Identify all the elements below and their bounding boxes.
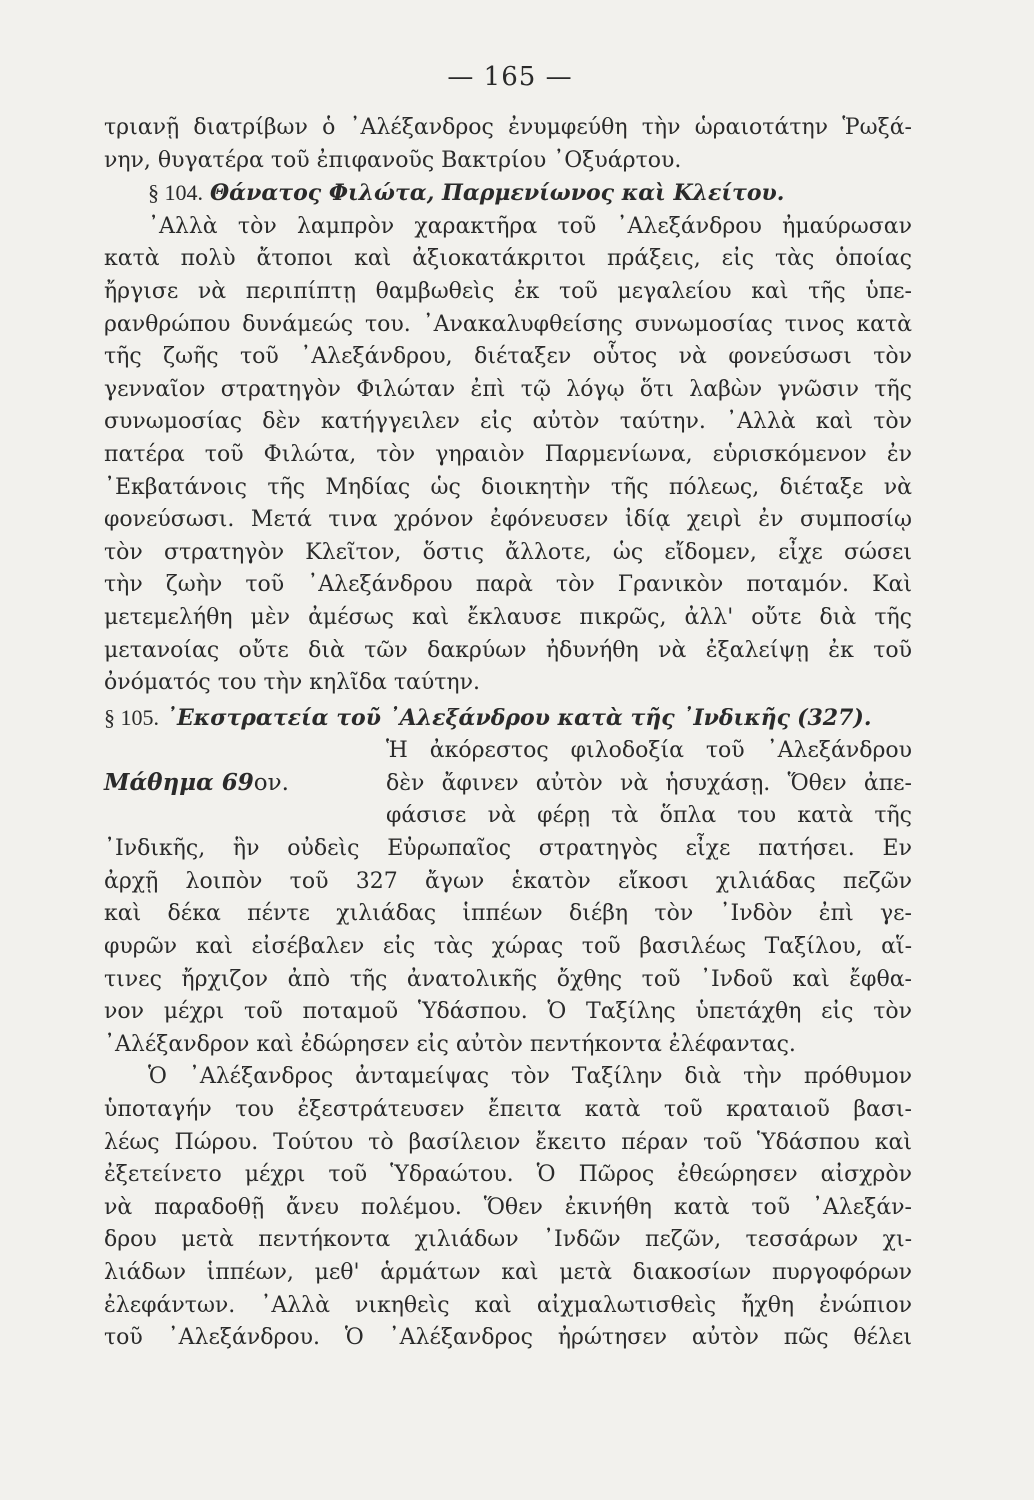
text-line: ᾿Αλέξανδρον καὶ ἐδώρησεν εἰς αὐτὸν πεντήκοντα ἐλέφαντας.: [104, 1031, 796, 1057]
text-line: ᾿Ινδικῆς, ἣν οὐδεὶς Εὐρωπαῖος στρατηγὸς εἶχε πατήσει. Εν: [104, 836, 912, 862]
text-line: μετεμελήθη μὲν ἀμέσως καὶ ἔκλαυσε πικρῶς, ἀλλ' οὔτε διὰ τῆς: [104, 604, 912, 630]
text-line: Ἡ ἀκόρεστος φιλοδοξία τοῦ ᾿Αλεξάνδρου: [386, 738, 912, 764]
text-line: ἐξετείνετο μέχρι τοῦ Ὑδραώτου. Ὁ Πῶρος ἐθεώρησεν αἰσχρὸν: [104, 1162, 912, 1188]
text-line: ἤργισε νὰ περιπίπτῃ θαμβωθεὶς ἐκ τοῦ μεγαλείου καὶ τῆς ὑπε-: [104, 278, 912, 304]
lesson-suffix: ον.: [253, 770, 289, 797]
section-date: (327).: [797, 704, 872, 731]
text-line: τριανῇ διατρίβων ὁ ᾿Αλέξανδρος ἐνυμφεύθη τὴν ὡραιοτάτην Ῥωξά-: [104, 115, 912, 140]
text-line: δὲν ἄφινεν αὐτὸν νὰ ἡσυχάσῃ. Ὅθεν ἀπε-: [386, 770, 912, 796]
lesson-side-text: [386, 735, 912, 833]
lesson-number: Μάθημα 69: [104, 769, 254, 797]
text-line: λέως Πώρου. Τούτου τὸ βασίλειον ἔκειτο πέραν τοῦ Ὑδάσπου καὶ: [104, 1129, 912, 1155]
text-line: συνωμοσίας δὲν κατήγγειλεν εἰς αὐτὸν ταύτην. ᾿Αλλὰ καὶ τὸν: [104, 409, 912, 435]
text-line: τῆς ζωῆς τοῦ ᾿Αλεξάνδρου, διέταξεν οὗτος νὰ φονεύσωσι τὸν: [104, 344, 912, 370]
text-line: πατέρα τοῦ Φιλώτα, τὸν γηραιὸν Παρμενίωνα, εὑρισκόμενον ἐν: [104, 441, 912, 467]
text-line: καὶ δέκα πέντε χιλιάδας ἱππέων διέβη τὸν ᾿Ινδὸν ἐπὶ γε-: [104, 901, 912, 927]
text-line: ὀνόματός του τὴν κηλῖδα ταύτην.: [104, 670, 480, 696]
text-line: φάσισε νὰ φέρῃ τὰ ὅπλα του κατὰ τῆς: [386, 803, 912, 829]
text-line: Ὁ ᾿Αλέξανδρος ἀνταμείψας τὸν Ταξίλην διὰ τὴν πρόθυμον: [148, 1064, 912, 1090]
text-line: νην, θυγατέρα τοῦ ἐπιφανοῦς Βακτρίου ᾿Οξυάρτου.: [104, 147, 682, 173]
section-title: Θάνατος Φιλώτα, Παρμενίωνος καὶ Κλείτου.: [210, 180, 785, 207]
text-line: δρου μετὰ πεντήκοντα χιλιάδων ᾿Ινδῶν πεζῶν, τεσσάρων χι-: [104, 1227, 912, 1253]
section-number: § 105.: [104, 704, 159, 730]
page-number: — 165 —: [447, 62, 573, 92]
text-line: ὑποταγήν του ἐξεστράτευσεν ἔπειτα κατὰ τοῦ κραταιοῦ βασι-: [104, 1097, 912, 1123]
section-105-text: [104, 833, 912, 1355]
text-line: φυρῶν καὶ εἰσέβαλεν εἰς τὰς χώρας τοῦ βασιλέως Ταξίλου, αἵ-: [104, 934, 912, 960]
lesson-block: [104, 735, 912, 833]
section-number: § 104.: [148, 180, 203, 206]
text-line: ᾿Εκβατάνοις τῆς Μηδίας ὡς διοικητὴν τῆς πόλεως, διέταξε νὰ: [104, 474, 912, 500]
text-line: τὴν ζωὴν τοῦ ᾿Αλεξάνδρου παρὰ τὸν Γρανικὸν ποταμόν. Καὶ: [104, 572, 912, 598]
section-104-text: [104, 211, 912, 700]
text-line: λιάδων ἱππέων, μεθ' ἁρμάτων καὶ μετὰ διακοσίων πυργοφόρων: [104, 1260, 912, 1285]
page-body: [104, 112, 912, 1355]
text-line: ἀρχῇ λοιπὸν τοῦ 327 ἄγων ἑκατὸν εἴκοσι χιλιάδας πεζῶν: [104, 868, 912, 894]
text-line: νον μέχρι τοῦ ποταμοῦ Ὑδάσπου. Ὁ Ταξίλης ὑπετάχθη εἰς τὸν: [104, 999, 912, 1025]
text-line: γενναῖον στρατηγὸν Φιλώταν ἐπὶ τῷ λόγῳ ὅτι λαβὼν γνῶσιν τῆς: [104, 376, 912, 402]
text-line: τινες ἤρχιζον ἀπὸ τῆς ἀνατολικῆς ὄχθης τοῦ ᾿Ινδοῦ καὶ ἔφθα-: [104, 966, 912, 992]
text-line: κατὰ πολὺ ἄτοποι καὶ ἀξιοκατάκριτοι πράξεις, εἰς τὰς ὁποίας: [104, 246, 912, 272]
text-line: φονεύσωσι. Μετά τινα χρόνον ἐφόνευσεν ἰδίᾳ χειρὶ ἐν συμποσίῳ: [104, 507, 912, 533]
section-105-heading: [104, 702, 912, 736]
text-line: τοῦ ᾿Αλεξάνδρου. Ὁ ᾿Αλέξανδρος ἠρώτησεν αὐτὸν πῶς θέλει: [104, 1325, 912, 1351]
text-line: ρανθρώπου δυνάμεώς του. ᾿Ανακαλυφθείσης συνωμοσίας τινος κατὰ: [104, 311, 912, 337]
text-line: μετανοίας οὔτε διὰ τῶν δακρύων ἠδυνήθη νὰ ἐξαλείψῃ ἐκ τοῦ: [104, 637, 912, 663]
text-line: νὰ παραδοθῇ ἄνευ πολέμου. Ὅθεν ἐκινήθη κατὰ τοῦ ᾿Αλεξάν-: [104, 1194, 912, 1220]
text-line: ἐλεφάντων. ᾿Αλλὰ νικηθεὶς καὶ αἰχμαλωτισθεὶς ἤχθη ἐνώπιον: [104, 1292, 912, 1318]
section-title: ᾿Εκστρατεία τοῦ ᾿Αλεξάνδρου κατὰ τῆς ᾿Ινδικῆς: [166, 704, 791, 731]
section-104-heading: [104, 177, 912, 211]
text-line: τὸν στρατηγὸν Κλεῖτον, ὅστις ἄλλοτε, ὡς εἴδομεν, εἶχε σώσει: [104, 539, 912, 565]
text-line: ᾿Αλλὰ τὸν λαμπρὸν χαρακτῆρα τοῦ ᾿Αλεξάνδρου ἠμαύρωσαν: [148, 213, 912, 239]
lesson-label: [104, 767, 289, 800]
